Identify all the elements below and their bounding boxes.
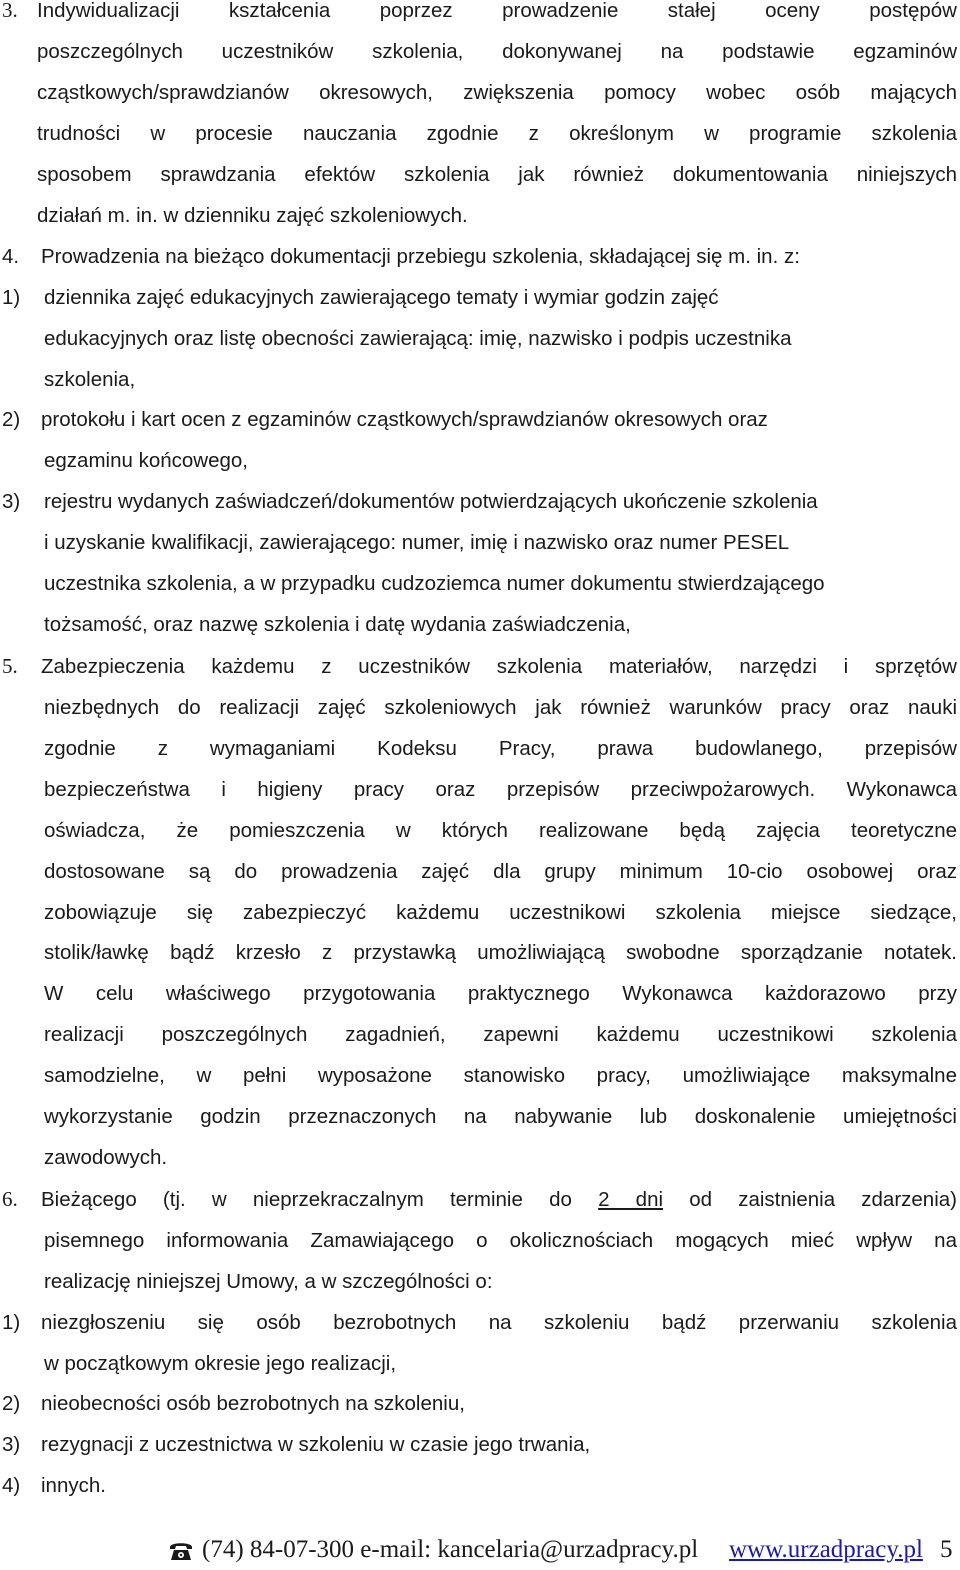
item-6-sub-3: 3) rezygnacji z uczestnictwa w szkoleniu w czasie jego trwania,: [2, 1433, 591, 1456]
item-4-sub-3-line-3: uczestnika szkolenia, a w przypadku cudzoziemca numer dokumentu stwierdzającego: [44, 572, 825, 595]
item-5-line-12: wykorzystanie godzin przeznaczonych na nabywanie lub doskonalenie umiejętności: [44, 1105, 957, 1128]
item-3-number: 3.: [2, 0, 18, 22]
item-4-sub-2-line-2: egzaminu końcowego,: [44, 449, 248, 472]
item-5-line-4: bezpieczeństwa i higieny pracy oraz przepisów przeciwpożarowych. Wykonawca: [44, 778, 957, 801]
item-6-sub-1-line-1: 1) niezgłoszeniu się osób bezrobotnych na szkoleniu bądź przerwaniu szkolenia: [2, 1311, 957, 1334]
item-3-line-3: cząstkowych/sprawdzianów okresowych, zwiększenia pomocy wobec osób mających: [37, 81, 957, 104]
item-6-number: 6.: [2, 1187, 18, 1211]
page-footer: [0, 1530, 960, 1570]
item-3-line-6: działań m. in. w dzienniku zajęć szkoleniowych.: [37, 204, 468, 227]
item-4-sub-1-line-3: szkolenia,: [44, 368, 136, 391]
item-6-line-1: 6. Bieżącego (tj. w nieprzekraczalnym terminie do 2 dni od zaistnienia zdarzenia): [0, 1179, 960, 1220]
item-5-line-11: samodzielne, w pełni wyposażone stanowisko pracy, umożliwiające maksymalne: [44, 1064, 957, 1087]
telephone-icon: [168, 1538, 194, 1562]
item-4-sub-1-line-1: 1) dziennika zajęć edukacyjnych zawierającego tematy i wymiar godzin zajęć: [2, 286, 719, 309]
item-5-line-10: realizacji poszczególnych zagadnień, zapewni każdemu uczestnikowi szkolenia: [44, 1023, 957, 1046]
deadline-underlined: 2 dni: [598, 1188, 664, 1211]
item-5-line-2: niezbędnych do realizacji zajęć szkoleniowych jak również warunków pracy oraz nauki: [44, 696, 957, 719]
item-5-line-1: 5. Zabezpieczenia każdemu z uczestników szkolenia materiałów, narzędzi i sprzętów: [0, 646, 960, 687]
item-3-line-2: poszczególnych uczestników szkolenia, dokonywanej na podstawie egzaminów: [37, 40, 957, 63]
item-4-sub-3-line-4: tożsamość, oraz nazwę szkolenia i datę wydania zaświadczenia,: [44, 613, 631, 636]
item-4-sub-3-line-2: i uzyskanie kwalifikacji, zawierającego: numer, imię i nazwisko oraz numer PESEL: [44, 531, 790, 554]
item-4-sub-1-line-2: edukacyjnych oraz listę obecności zawierającą: imię, nazwisko i podpis uczestnika: [44, 327, 792, 350]
item-6-sub-2: 2) nieobecności osób bezrobotnych na szkoleniu,: [2, 1392, 465, 1415]
item-6-line-3: realizację niniejszej Umowy, a w szczególności o:: [44, 1270, 493, 1293]
item-6-line-2: pisemnego informowania Zamawiającego o okolicznościach mogących mieć wpływ na: [44, 1229, 957, 1252]
item-3-line-1: 3. Indywidualizacji kształcenia poprzez prowadzenie stałej oceny postępów: [0, 0, 960, 31]
footer-contact: (74) 84-07-300 e-mail: kancelaria@urzadpracy.pl: [202, 1536, 699, 1563]
item-5-number: 5.: [2, 654, 18, 678]
item-5-line-5: oświadcza, że pomieszczenia w których realizowane będą zajęcia teoretyczne: [44, 819, 957, 842]
item-4-sub-3-line-1: 3) rejestru wydanych zaświadczeń/dokumentów potwierdzających ukończenie szkolenia: [2, 490, 818, 513]
item-4-number: 4.: [2, 245, 20, 268]
footer-website-link[interactable]: www.urzadpracy.pl: [729, 1536, 923, 1563]
item-3-line-4: trudności w procesie nauczania zgodnie z określonym w programie szkolenia: [37, 122, 957, 145]
page-number: 5: [940, 1536, 953, 1563]
item-3-line-5: sposobem sprawdzania efektów szkolenia jak również dokumentowania niniejszych: [37, 163, 957, 186]
item-5-line-8: stolik/ławkę bądź krzesło z przystawką umożliwiającą swobodne sporządzanie notatek.: [44, 941, 957, 964]
item-5-line-9: W celu właściwego przygotowania praktycznego Wykonawca każdorazowo przy: [44, 982, 957, 1005]
item-4-heading: 4. Prowadzenia na bieżąco dokumentacji przebiegu szkolenia, składającej się m. in. z:: [0, 236, 960, 277]
item-4-sub-2-line-1: 2) protokołu i kart ocen z egzaminów cząstkowych/sprawdzianów okresowych oraz: [2, 408, 768, 431]
item-5-line-6: dostosowane są do prowadzenia zajęć dla grupy minimum 10-cio osobowej oraz: [44, 860, 957, 883]
item-5-line-7: zobowiązuje się zabezpieczyć każdemu uczestnikowi szkolenia miejsce siedzące,: [44, 901, 957, 924]
item-6-sub-1-line-2: w początkowym okresie jego realizacji,: [44, 1352, 397, 1375]
item-6-sub-4: 4) innych.: [2, 1474, 106, 1497]
item-5-line-13: zawodowych.: [44, 1146, 168, 1169]
item-5-line-3: zgodnie z wymaganiami Kodeksu Pracy, prawa budowlanego, przepisów: [44, 737, 957, 760]
